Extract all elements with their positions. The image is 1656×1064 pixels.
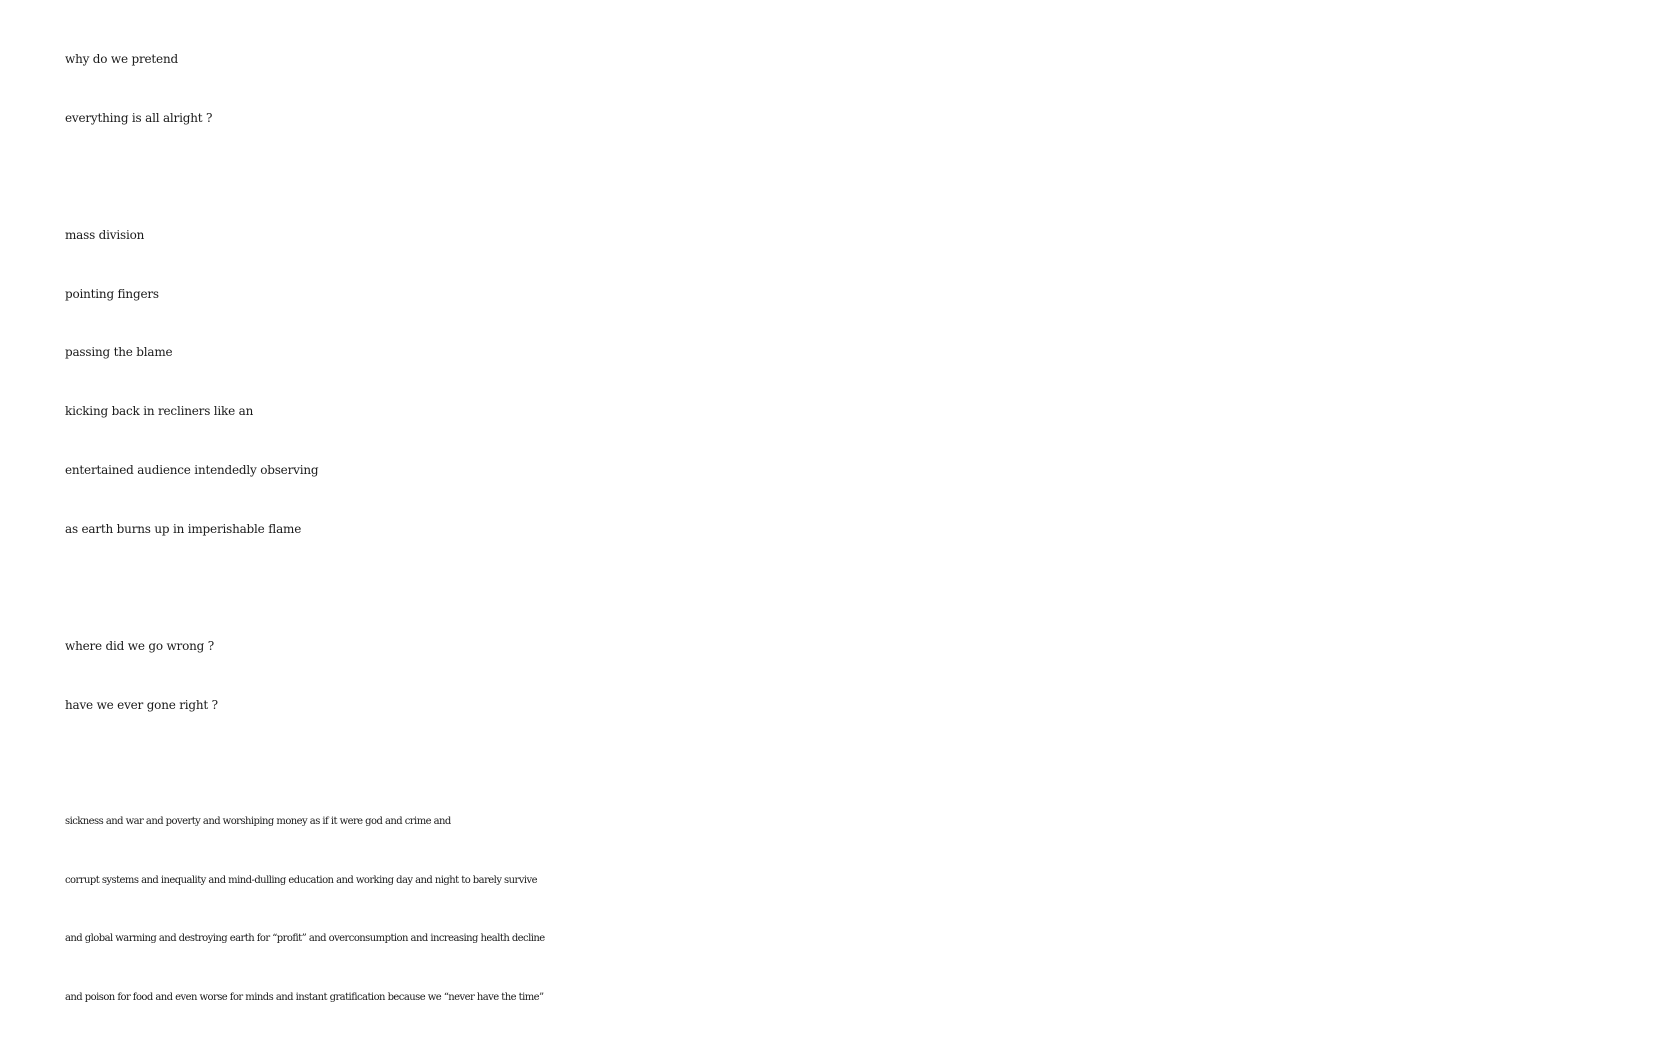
poem-line: entertained audience intendedly observing [65,462,319,477]
stanza-4 [65,793,1645,1028]
poem-line: passing the blame [65,345,173,360]
poem-line: corrupt systems and inequality and mind-dulling education and working day and night to barely survive [65,874,537,886]
poem-line: sickness and war and poverty and worshiping money as if it were god and crime and [65,815,451,827]
poem-line: why do we pretend [65,52,178,66]
poem-line: kicking back in recliners like an [65,404,254,419]
stanza-2 [65,206,1645,558]
poem-line: have we ever gone right ? [65,697,218,712]
poem-line: and poison for food and even worse for minds and instant gratification because we “never have the time” [65,992,544,1003]
poem-line: as earth burns up in imperishable flame [65,521,302,536]
poem-line: mass division [65,228,145,243]
stanza-3 [65,617,1645,734]
poem-line: everything is all alright ? [65,110,213,125]
poem-line: pointing fingers [65,286,159,301]
poem-line: and global warming and destroying earth for “profit” and overconsumption and increasing health decline [65,933,545,945]
stanza-1 [65,30,1645,147]
poem [65,30,1645,1028]
poem-line: where did we go wrong ? [65,638,214,653]
